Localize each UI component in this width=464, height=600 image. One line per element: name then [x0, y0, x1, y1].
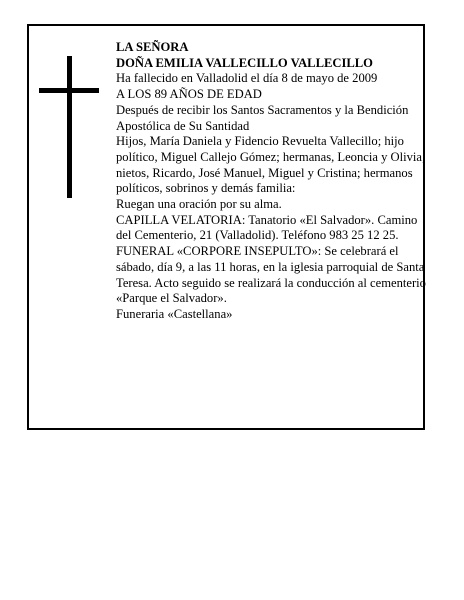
funeral-home: Funeraria «Castellana» — [116, 306, 233, 321]
family-list: Hijos, María Daniela y Fidencio Revuelta Vallecillo; hijo político, Miguel Callejo Gómez; hermanas, Leoncia y Olivia; nietos, Ricardo, José Manuel, Miguel y Cristina; hermanos políticos, sobrinos y demás familia: — [116, 134, 426, 196]
sacraments-statement: Después de recibir los Santos Sacramentos y la Bendición Apostólica de Su Santidad — [116, 102, 409, 133]
age-statement: A LOS 89 AÑOS DE EDAD — [116, 87, 262, 102]
funeral-info: FUNERAL «CORPORE INSEPULTO»: Se celebrará el sábado, día 9, a las 11 horas, en la iglesia parroquial de Santa Teresa. Acto seguido se realizará la conducción al cementerio «Parque el Salvador». — [116, 244, 426, 306]
deceased-name: DOÑA EMILIA VALLECILLO VALLECILLO — [116, 55, 373, 70]
prayer-request: Ruegan una oración por su alma. — [116, 197, 282, 212]
obituary-text — [116, 40, 428, 323]
obituary-title: LA SEÑORA — [116, 40, 189, 54]
cross-icon — [39, 56, 99, 198]
cross-horizontal-bar — [39, 88, 99, 93]
chapel-info: CAPILLA VELATORIA: Tanatorio «El Salvador». Camino del Cementerio, 21 (Valladolid). Teléfono 983 25 12 25. — [116, 212, 418, 243]
death-statement: Ha fallecido en Valladolid el día 8 de mayo de 2009 — [116, 71, 378, 86]
cross-vertical-bar — [67, 56, 72, 198]
obituary-notice — [27, 24, 425, 430]
